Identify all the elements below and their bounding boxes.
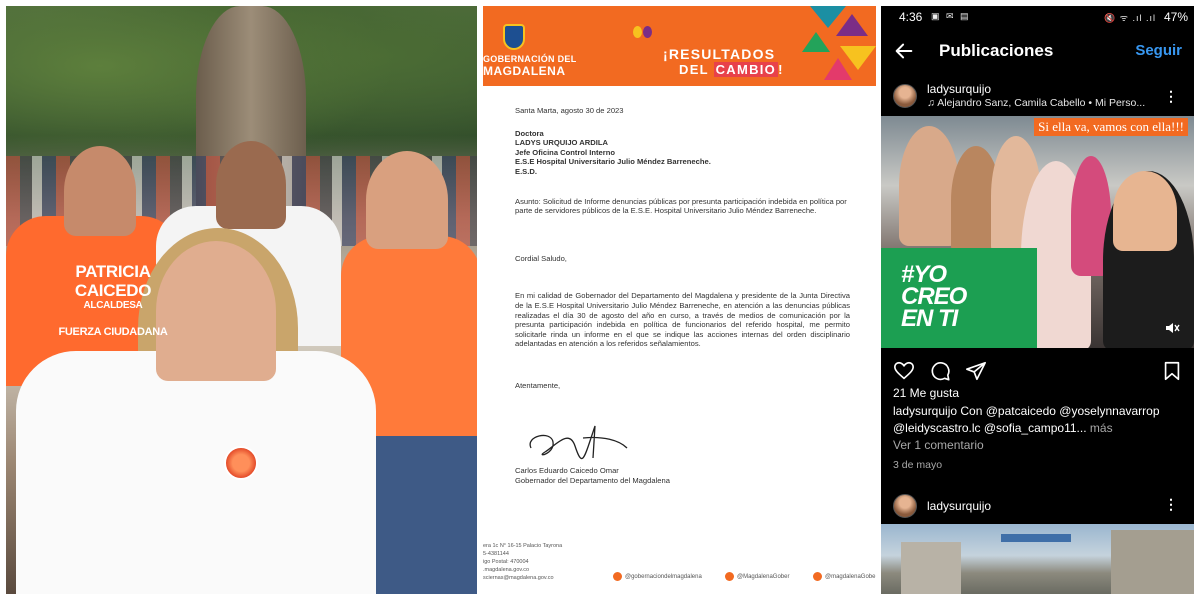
top-nav <box>881 32 1194 72</box>
status-bar <box>881 6 1194 28</box>
post-username[interactable]: ladysurquijo <box>927 82 992 96</box>
decor-triangle <box>836 14 868 36</box>
banner-line3: EN TI <box>901 305 958 332</box>
signature-icon <box>523 418 633 468</box>
letter-footer-contact <box>483 542 562 582</box>
caption-text: Con @patcaicedo @yoselynnavarrop @leidyscastro.lc @sofia_campo11... <box>893 404 1160 435</box>
banner-line2: CREO <box>901 283 967 310</box>
social-handle: @magdalenaGobe <box>825 573 876 580</box>
addressee-line: LADYS URQUIJO ARDILA <box>515 138 608 148</box>
front-woman-head <box>156 241 276 381</box>
instagram-icon <box>813 572 822 581</box>
comment-icon[interactable] <box>929 360 951 382</box>
view-comments-link[interactable]: Ver 1 comentario <box>893 438 984 452</box>
slogan-exclaim: ! <box>778 62 784 77</box>
likes-count[interactable]: 21 Me gusta <box>893 386 960 400</box>
footer-line: era 1c N° 16-15 Palacio Tayrona <box>483 543 563 549</box>
campaign-photo <box>6 6 477 594</box>
social-facebook <box>613 572 702 581</box>
street-building <box>1111 530 1194 594</box>
instagram-screenshot <box>881 6 1194 594</box>
footer-line: .magdalena.gov.co <box>483 567 530 573</box>
addressee-line: Jefe Oficina Control Interno <box>515 147 615 157</box>
social-twitter <box>725 572 789 581</box>
addressee-line: E.S.D. <box>515 166 537 176</box>
crest-icon <box>503 24 525 50</box>
letter-greeting: Cordial Saludo, <box>515 253 567 263</box>
overlay-caption: Si ella va, vamos con ella!!! <box>1034 118 1188 136</box>
footer-line: sciernas@magdalena.gov.co <box>483 575 554 581</box>
street-building <box>901 542 961 594</box>
status-time: 4:36 <box>899 10 923 24</box>
social-handle: @MagdalenaGober <box>737 573 790 580</box>
post-caption <box>893 403 1188 437</box>
post-header <box>881 78 1194 118</box>
twitter-icon <box>725 572 734 581</box>
letter-closing: Atentamente, <box>515 380 561 390</box>
post-image[interactable] <box>881 116 1194 348</box>
campaign-pin <box>224 446 258 480</box>
gov-name-line2: MAGDALENA <box>483 64 566 78</box>
letter-header <box>483 6 876 86</box>
woman-glasses-head <box>366 151 448 249</box>
slogan-line2 <box>679 62 784 77</box>
share-icon[interactable] <box>965 360 987 382</box>
social-handle: @gobernaciondelmagdalena <box>625 573 702 580</box>
post2-username[interactable]: ladysurquijo <box>927 499 992 513</box>
letter-paragraph: En mi calidad de Gobernador del Departamento del Magdalena y presidente de la Junta Directiva de la E.S.E Hospital Universitario Julio Méndez Barreneche, en atención a las denuncias públicas realizadas el día 30 de agosto del año en curso, a través de medios de comunicación por la presunta participación indebida en política de funcionarios del referido hospital, me permito solicitarle rinda un informe en el que se indique las acciones internas del orden disciplinario adelantadas en atención a los referidos señalamientos. <box>515 291 850 349</box>
signer-block <box>515 466 670 486</box>
letter-body <box>515 106 850 391</box>
letter-addressee <box>515 129 850 177</box>
post-actions <box>881 352 1194 386</box>
butterfly-icon <box>633 26 653 40</box>
slogan-line1: ¡RESULTADOS <box>663 46 776 62</box>
signer-name: Carlos Eduardo Caicedo Omar <box>515 466 619 475</box>
shirt-print <box>58 262 168 338</box>
footer-line: igo Postal: 470004 <box>483 559 529 565</box>
slogan-cambio: CAMBIO <box>715 62 777 77</box>
post-music[interactable]: ♫ Alejandro Sanz, Camila Cabello • Mi Perso... <box>927 97 1146 109</box>
heart-icon[interactable] <box>893 360 915 382</box>
slogan-del: DEL <box>679 62 714 77</box>
caption-more-link[interactable]: más <box>1086 421 1113 435</box>
post-person <box>1113 171 1177 251</box>
shirt-slogan: FUERZA CIUDADANA <box>58 326 168 338</box>
addressee-line: E.S.E Hospital Universitario Julio Méndez Barreneche. <box>515 157 711 167</box>
banner-text <box>901 261 967 332</box>
banner-line1: #YO <box>901 261 947 288</box>
follow-button[interactable]: Seguir <box>1135 42 1182 59</box>
caption-username[interactable]: ladysurquijo <box>893 404 958 418</box>
street-awning <box>1001 534 1071 542</box>
facebook-icon <box>613 572 622 581</box>
post2-header <box>881 488 1194 524</box>
battery-level: 47% <box>1163 10 1188 24</box>
post-person <box>899 126 959 246</box>
more-options-icon[interactable]: ⋮ <box>1164 88 1178 104</box>
footer-line: 5-4381144 <box>483 551 509 557</box>
social-instagram <box>813 572 875 581</box>
letter-subject: Asunto: Solicitud de Informe denuncias públicas por presunta participación indebida en política por parte de servidores públicos de la E.S.E. Hospital Universitario Julio Méndez Barreneche. <box>515 196 847 216</box>
page-title: Publicaciones <box>939 41 1054 60</box>
more-options-icon[interactable]: ⋮ <box>1164 496 1178 512</box>
avatar[interactable] <box>893 84 917 108</box>
back-arrow-icon[interactable] <box>893 40 915 62</box>
signal-icons: 🔇 ᯤ .ıl .ıl <box>1104 13 1156 23</box>
woman-orange-shirt-head <box>64 146 136 236</box>
decor-triangle <box>802 32 830 52</box>
yo-creo-banner <box>881 248 1037 348</box>
signer-title: Gobernador del Departamento del Magdalena <box>515 475 670 485</box>
post2-image[interactable] <box>881 524 1194 594</box>
shirt-name: PATRICIA CAICEDO <box>74 262 152 300</box>
front-woman-body <box>16 351 376 594</box>
letter-date: Santa Marta, agosto 30 de 2023 <box>515 106 624 115</box>
avatar[interactable] <box>893 494 917 518</box>
gov-name-line1: GOBERNACIÓN DEL <box>483 54 577 64</box>
addressee-line: Doctora <box>515 128 544 138</box>
shirt-sub: ALCALDESA <box>83 300 143 311</box>
woman-white-shirt-head <box>216 141 286 229</box>
post-date: 3 de mayo <box>893 459 943 471</box>
decor-triangle <box>824 58 852 80</box>
notification-icons: ▣ ✉ ▤ <box>931 11 971 21</box>
bookmark-icon[interactable] <box>1161 360 1183 382</box>
official-letter <box>483 6 876 594</box>
mute-icon[interactable] <box>1164 320 1180 336</box>
